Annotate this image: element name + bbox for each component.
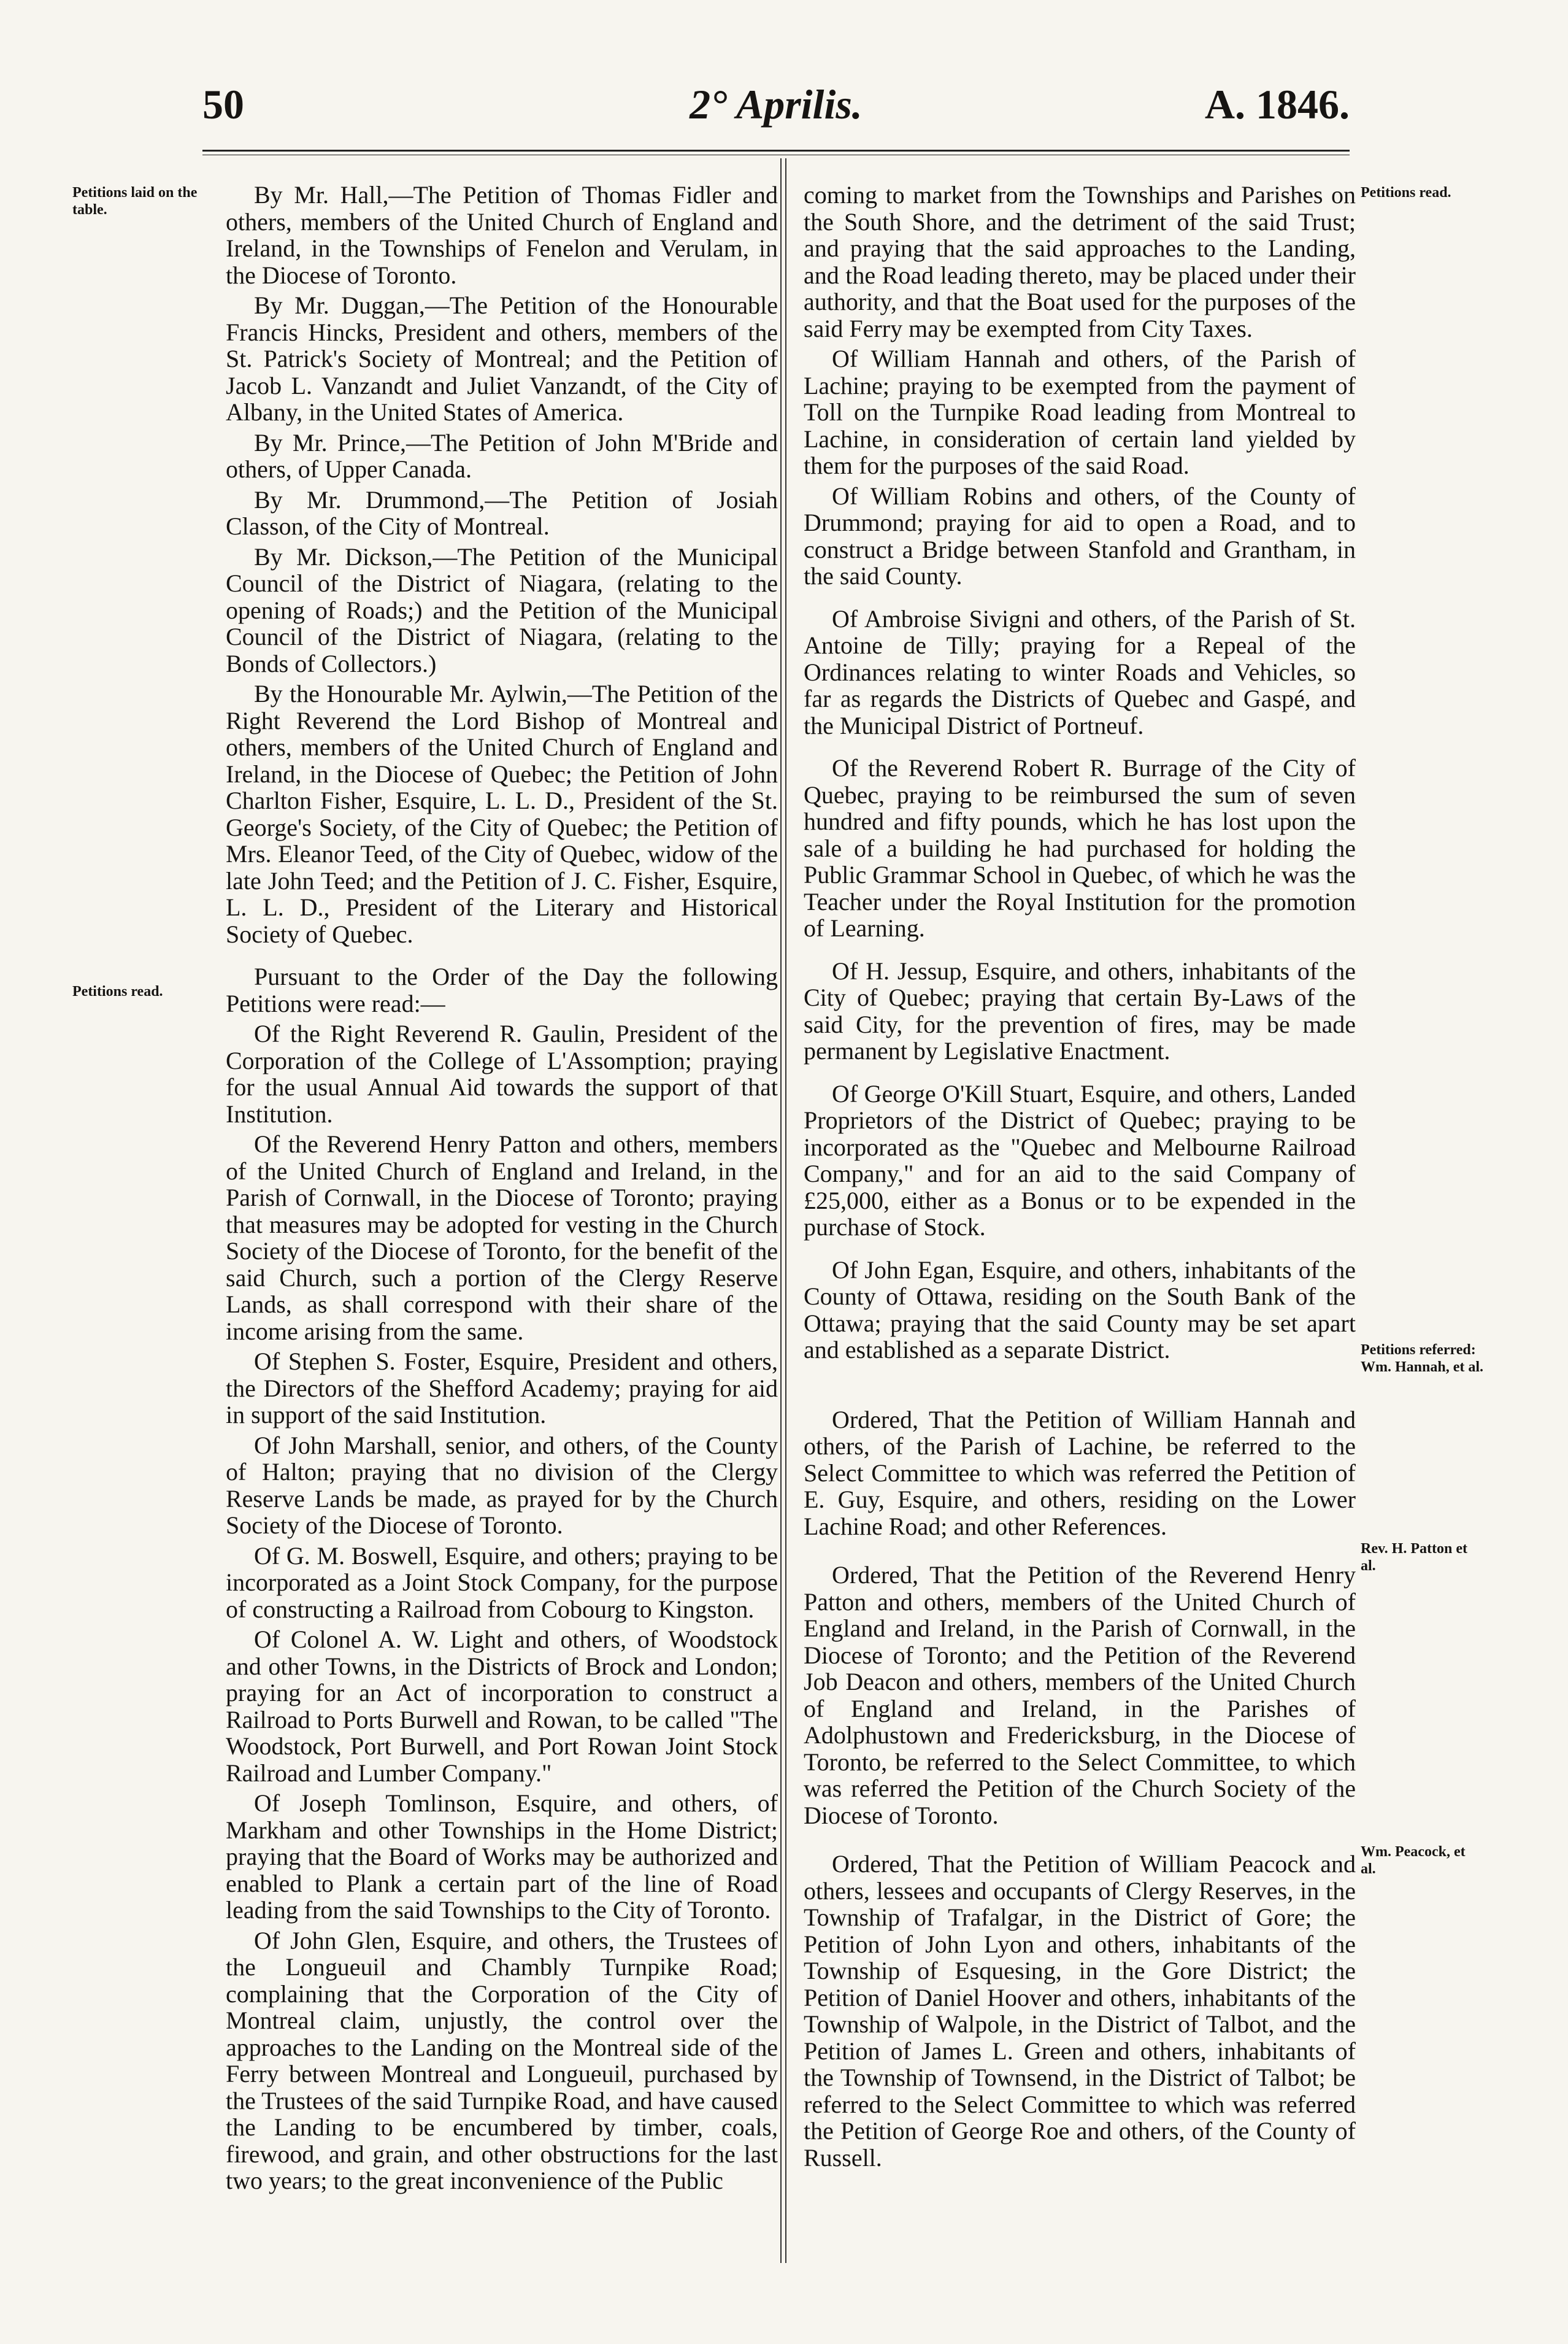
paragraph: Of Joseph Tomlinson, Esquire, and others, of Markham and other Townships in the Home District; praying that the Board of Works may be authorized and enabled to Plank a certain part of the line of Road leading from the said Townships to the City of Toronto. xyxy=(226,1789,778,1924)
paragraph: Of the Reverend Henry Patton and others, members of the United Church of England and Ireland, in the Parish of Cornwall, in the Diocese of Toronto; praying that measures may be adopted for vesting in the Church Society of the Diocese of Toronto, for the benefit of the said Church, such a portion of the Clergy Reserve Lands, as shall correspond with their share of the income arising from the same. xyxy=(226,1130,778,1345)
header-rule xyxy=(202,150,1350,152)
column-divider xyxy=(785,158,786,2263)
paragraph: Of the Reverend Robert R. Burrage of the City of Quebec, praying to be reimbursed the sum of seven hundred and fifty pounds, which he has lost upon the sale of a building he had purchased for holding the Public Grammar School in Quebec, of which he was the Teacher under the Royal Institution for the promotion of Learning. xyxy=(804,754,1356,942)
paragraph: By Mr. Duggan,—The Petition of the Honourable Francis Hincks, President and others, members of the St. Patrick's Society of Montreal; and the Petition of Jacob L. Vanzandt and Juliet Vanzandt, of the City of Albany, in the United States of America. xyxy=(226,291,778,426)
paragraph: Of Colonel A. W. Light and others, of Woodstock and other Towns, in the Districts of Brock and London; praying for an Act of incorporation to construct a Railroad to Ports Burwell and Rowan, to be called "The Woodstock, Port Burwell, and Port Rowan Joint Stock Railroad and Lumber Company." xyxy=(226,1625,778,1787)
paragraph: Of G. M. Boswell, Esquire, and others; praying to be incorporated as a Joint Stock Company, for the purpose of constructing a Railroad from Cobourg to Kingston. xyxy=(226,1541,778,1623)
page-number: 50 xyxy=(202,81,244,128)
page-header xyxy=(202,74,1350,141)
margin-note-referred: Petitions referred: Wm. Hannah, et al. xyxy=(1361,1342,1484,1375)
margin-note-patton: Rev. H. Patton et al. xyxy=(1361,1541,1467,1574)
paragraph: Of William Hannah and others, of the Parish of Lachine; praying to be exempted from the payment of Toll on the Turnpike Road leading from Montreal to Lachine, in consideration of certain land yielded by them for the purposes of the said Road. xyxy=(804,345,1356,479)
paragraph: By Mr. Hall,—The Petition of Thomas Fidler and others, members of the United Church of England and Ireland, in the Townships of Fenelon and Verulam, in the Diocese of Toronto. xyxy=(226,181,778,289)
paragraph: Of the Right Reverend R. Gaulin, President of the Corporation of the College of L'Assomption; praying for the usual Annual Aid towards the support of that Institution. xyxy=(226,1020,778,1128)
paragraph: By Mr. Dickson,—The Petition of the Municipal Council of the District of Niagara, (relating to the opening of Roads;) and the Petition of the Municipal Council of the District of Niagara, (relating to the Bonds of Collectors.) xyxy=(226,542,778,677)
paragraph: Of John Glen, Esquire, and others, the Trustees of the Longueuil and Chambly Turnpike Road; complaining that the Corporation of the City of Montreal claim, unjustly, the control over the approaches to the Landing on the Montreal side of the Ferry between Montreal and Longueuil, purchased by the Trustees of the said Turnpike Road, and have caused the Landing to be encumbered by timber, coals, firewood, and grain, and other obstructions for the last two years; to the great inconvenience of the Public xyxy=(226,1926,778,2194)
margin-note-read-right: Petitions read. xyxy=(1361,185,1451,201)
header-date: 2° Aprilis. xyxy=(690,81,863,128)
paragraph: Of George O'Kill Stuart, Esquire, and others, Landed Proprietors of the District of Quebec; praying to be incorporated as the "Quebec and Melbourne Railroad Company," and for an aid to the said Company of £25,000, either as a Bonus or to be expended in the purchase of Stock. xyxy=(804,1079,1356,1241)
paragraph: Pursuant to the Order of the Day the following Petitions were read:— xyxy=(226,963,778,1017)
paragraph: Of John Egan, Esquire, and others, inhabitants of the County of Ottawa, residing on the South Bank of the Ottawa; praying that the said County may be set apart and established as a separate District. xyxy=(804,1255,1356,1363)
order-paragraph: Ordered, That the Petition of William Peacock and others, lessees and occupants of Clergy Reserves, in the Township of Trafalgar, in the District of Gore; the Petition of John Lyon and others, inhabitants of the Township of Esquesing, in the Gore District; the Petition of Daniel Hoover and others, inhabitants of the Township of Walpole, in the District of Talbot, and the Petition of James L. Green and others, inhabitants of the Township of Townsend, in the District of Talbot; be referred to the Select Committee to which was referred the Petition of George Roe and others, of the County of Russell. xyxy=(804,1850,1356,2172)
paragraph: coming to market from the Townships and Parishes on the South Shore, and the detriment of the said Trust; and praying that the said approaches to the Landing, and the Road leading thereto, may be placed under their authority, and that the Boat used for the purposes of the said Ferry may be exempted from City Taxes. xyxy=(804,181,1356,342)
paragraph: By Mr. Prince,—The Petition of John M'Bride and others, of Upper Canada. xyxy=(226,428,778,483)
margin-note-peacock: Wm. Peacock, et al. xyxy=(1361,1844,1466,1877)
margin-note-read: Petitions read. xyxy=(72,984,163,1000)
paragraph: Of Stephen S. Foster, Esquire, President and others, the Directors of the Shefford Academy; praying for aid in support of the said Institution. xyxy=(226,1347,778,1428)
header-year: A. 1846. xyxy=(1204,81,1350,128)
left-column xyxy=(226,182,778,2198)
paragraph: Of H. Jessup, Esquire, and others, inhabitants of the City of Quebec; praying that certain By-Laws of the said City, for the prevention of fires, may be made permanent by Legislative Enactment. xyxy=(804,957,1356,1065)
paragraph: Of William Robins and others, of the County of Drummond; praying for aid to open a Road, and to construct a Bridge between Stanfold and Grantham, in the said County. xyxy=(804,482,1356,590)
paragraph: Of John Marshall, senior, and others, of the County of Halton; praying that no division of the Clergy Reserve Lands be made, as prayed for by the Church Society of the Diocese of Toronto. xyxy=(226,1431,778,1539)
paragraph: By the Honourable Mr. Aylwin,—The Petition of the Right Reverend the Lord Bishop of Montreal and others, members of the United Church of England and Ireland, in the Diocese of Quebec; the Petition of John Charlton Fisher, Esquire, L. L. D., President of the St. George's Society, of the City of Quebec; the Petition of Mrs. Eleanor Teed, of the City of Quebec, widow of the late John Teed; and the Petition of J. C. Fisher, Esquire, L. L. D., President of the Literary and Historical Society of Quebec. xyxy=(226,680,778,948)
margin-note-laid: Petitions laid on the table. xyxy=(72,185,198,218)
column-divider xyxy=(780,158,782,2263)
paragraph: By Mr. Drummond,—The Petition of Josiah Classon, of the City of Montreal. xyxy=(226,485,778,540)
order-paragraph: Ordered, That the Petition of William Hannah and others, of the Parish of Lachine, be referred to the Select Committee to which was referred the Petition of E. Guy, Esquire, and others, residing on the Lower Lachine Road; and other References. xyxy=(804,1405,1356,1540)
paragraph: Of Ambroise Sivigni and others, of the Parish of St. Antoine de Tilly; praying for a Repeal of the Ordinances relating to winter Roads and Vehicles, so far as regards the Districts of Quebec and Gaspé, and the Municipal District of Portneuf. xyxy=(804,604,1356,739)
right-column xyxy=(804,182,1356,2175)
order-paragraph: Ordered, That the Petition of the Reverend Henry Patton and others, members of the United Church of England and Ireland, in the Parish of Cornwall, in the Diocese of Toronto; and the Petition of the Reverend Job Deacon and others, members of the United Church of England and Ireland, in the Parishes of Adolphustown and Fredericksburg, in the Diocese of Toronto, be referred to the Select Committee, to which was referred the Petition of the Church Society of the Diocese of Toronto. xyxy=(804,1561,1356,1829)
